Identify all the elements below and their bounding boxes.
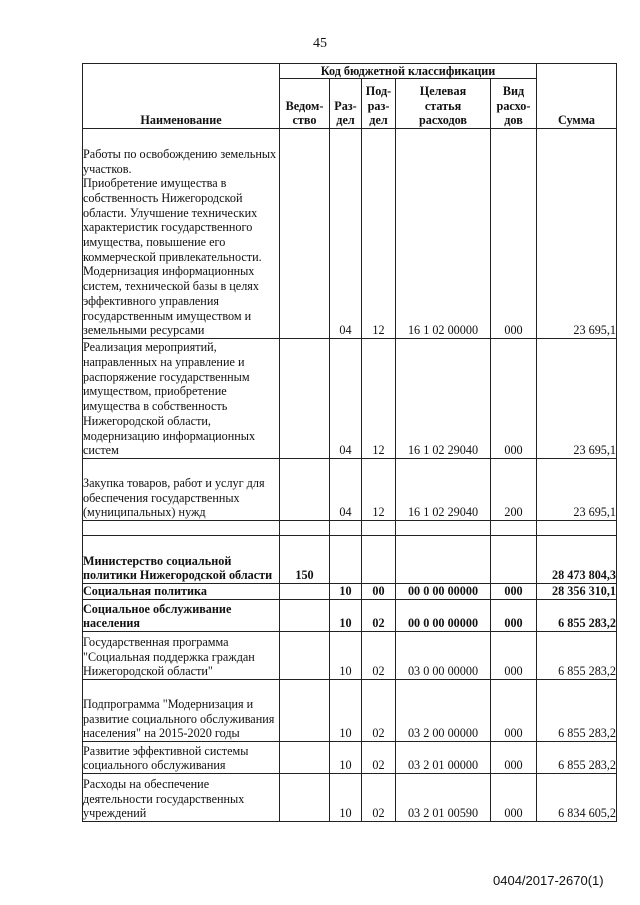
- cell-subsection: [362, 536, 396, 584]
- cell-sum: 6 834 605,2: [537, 774, 617, 822]
- table-body: [83, 129, 617, 822]
- table-row: [83, 584, 617, 600]
- cell-section: 04: [330, 339, 362, 459]
- header-sum: Сумма: [537, 64, 617, 129]
- table-row: [83, 521, 617, 536]
- cell-name: Реализация мероприятий, направленных на управление и распоряжение государственным имуществом, приобретение имущества в собственность Нижегородской области, модернизацию информационных систем: [83, 339, 280, 459]
- cell-name: Работы по освобождению земельных участков. Приобретение имущества в собственность Нижегородской области. Улучшение технических характеристик государственного имущества, повышение его коммерческой привлекательности. Модернизация информационных систем, технической базы в целях эффективного управления государственным имуществом и земельными ресурсами: [83, 129, 280, 339]
- cell-target: 16 1 02 29040: [396, 459, 491, 521]
- cell-target: 16 1 02 00000: [396, 129, 491, 339]
- cell-sum: 23 695,1: [537, 339, 617, 459]
- cell-name: Закупка товаров, работ и услуг для обеспечения государственных (муниципальных) нужд: [83, 459, 280, 521]
- cell-subsection: 02: [362, 632, 396, 680]
- cell-name: Государственная программа "Социальная поддержка граждан Нижегородской области": [83, 632, 280, 680]
- header-section: Раз- дел: [330, 79, 362, 129]
- cell-name: Социальное обслуживание населения: [83, 600, 280, 632]
- cell-sum: 6 855 283,2: [537, 680, 617, 742]
- cell-subsection: 02: [362, 742, 396, 774]
- header-classification-group: Код бюджетной классификации: [280, 64, 537, 79]
- cell-sum: 6 855 283,2: [537, 632, 617, 680]
- cell-section: 10: [330, 632, 362, 680]
- cell-type: 000: [491, 632, 537, 680]
- cell-ministry: [280, 459, 330, 521]
- cell-subsection: 12: [362, 339, 396, 459]
- cell-target: 00 0 00 00000: [396, 584, 491, 600]
- cell-section: 10: [330, 584, 362, 600]
- cell-ministry: [280, 129, 330, 339]
- cell-sum: [537, 521, 617, 536]
- table-row: [83, 680, 617, 742]
- table-row: [83, 774, 617, 822]
- page-number: 45: [313, 36, 327, 51]
- cell-sum: 23 695,1: [537, 129, 617, 339]
- cell-name: [83, 521, 280, 536]
- cell-section: 10: [330, 600, 362, 632]
- cell-ministry: [280, 774, 330, 822]
- cell-ministry: [280, 632, 330, 680]
- cell-section: [330, 521, 362, 536]
- cell-ministry: [280, 584, 330, 600]
- cell-section: 10: [330, 742, 362, 774]
- cell-target: 00 0 00 00000: [396, 600, 491, 632]
- cell-section: 04: [330, 459, 362, 521]
- cell-type: 000: [491, 742, 537, 774]
- header-ministry: Ведом- ство: [280, 79, 330, 129]
- cell-sum: 28 356 310,1: [537, 584, 617, 600]
- cell-ministry: [280, 521, 330, 536]
- cell-type: 000: [491, 600, 537, 632]
- cell-ministry: 150: [280, 536, 330, 584]
- cell-type: 000: [491, 339, 537, 459]
- cell-target: 03 0 00 00000: [396, 632, 491, 680]
- cell-target: 03 2 01 00590: [396, 774, 491, 822]
- document-code: 0404/2017-2670(1): [493, 873, 604, 888]
- cell-subsection: 00: [362, 584, 396, 600]
- cell-target: 03 2 01 00000: [396, 742, 491, 774]
- budget-table: [82, 63, 617, 822]
- header-expense-type: Вид расхо- дов: [491, 79, 537, 129]
- header-target-article: Целевая статья расходов: [396, 79, 491, 129]
- cell-target: [396, 521, 491, 536]
- cell-section: 04: [330, 129, 362, 339]
- cell-subsection: 02: [362, 680, 396, 742]
- cell-section: 10: [330, 680, 362, 742]
- cell-subsection: 12: [362, 129, 396, 339]
- table-row: [83, 339, 617, 459]
- cell-type: 000: [491, 584, 537, 600]
- cell-subsection: 02: [362, 600, 396, 632]
- cell-type: 000: [491, 774, 537, 822]
- cell-type: 200: [491, 459, 537, 521]
- header-subsection: Под- раз- дел: [362, 79, 396, 129]
- cell-target: [396, 536, 491, 584]
- cell-target: 16 1 02 29040: [396, 339, 491, 459]
- table-row: [83, 632, 617, 680]
- cell-ministry: [280, 680, 330, 742]
- table-row: [83, 536, 617, 584]
- cell-type: 000: [491, 129, 537, 339]
- cell-name: Развитие эффективной системы социального обслуживания: [83, 742, 280, 774]
- cell-name: Министерство социальной политики Нижегородской области: [83, 536, 280, 584]
- cell-name: Расходы на обеспечение деятельности государственных учреждений: [83, 774, 280, 822]
- cell-section: 10: [330, 774, 362, 822]
- cell-type: 000: [491, 680, 537, 742]
- table-row: [83, 459, 617, 521]
- cell-sum: 6 855 283,2: [537, 742, 617, 774]
- table-row: [83, 742, 617, 774]
- cell-target: 03 2 00 00000: [396, 680, 491, 742]
- cell-section: [330, 536, 362, 584]
- cell-sum: 28 473 804,3: [537, 536, 617, 584]
- cell-sum: 23 695,1: [537, 459, 617, 521]
- cell-ministry: [280, 742, 330, 774]
- cell-name: Подпрограмма "Модернизация и развитие социального обслуживания населения" на 2015-2020 годы: [83, 680, 280, 742]
- header-name: Наименование: [83, 64, 280, 129]
- cell-type: [491, 536, 537, 584]
- cell-ministry: [280, 600, 330, 632]
- cell-subsection: [362, 521, 396, 536]
- table-row: [83, 129, 617, 339]
- table-row: [83, 600, 617, 632]
- cell-ministry: [280, 339, 330, 459]
- cell-type: [491, 521, 537, 536]
- cell-subsection: 02: [362, 774, 396, 822]
- cell-subsection: 12: [362, 459, 396, 521]
- cell-sum: 6 855 283,2: [537, 600, 617, 632]
- cell-name: Социальная политика: [83, 584, 280, 600]
